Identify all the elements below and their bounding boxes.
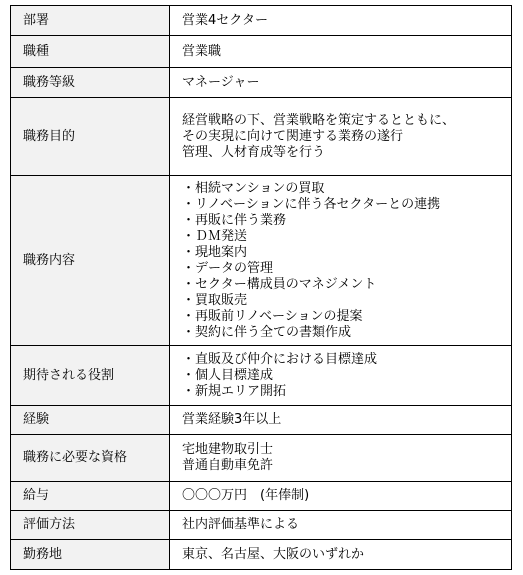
list-item: ・リノベーションに伴う各セクターとの連携	[182, 196, 441, 212]
row-value	[170, 176, 512, 346]
duties-list	[182, 181, 511, 341]
value-line: 東京、名古屋、大阪のいずれか	[182, 546, 365, 562]
list-item: ・新規エリア開拓	[182, 383, 287, 399]
value-line: 社内評価基準による	[182, 517, 300, 532]
list-item: ・ＤＭ発送	[182, 228, 248, 244]
row-label: 評価方法	[11, 511, 170, 540]
list-item: ・データの管理	[182, 260, 274, 276]
table-row-evaluation	[11, 511, 512, 540]
row-label: 職種	[11, 36, 170, 68]
table-row-department	[11, 6, 512, 36]
row-label: 勤務地	[11, 540, 170, 570]
table-row-job-grade	[11, 68, 512, 98]
row-value	[170, 68, 512, 98]
row-label: 期待される役割	[11, 346, 170, 406]
row-value	[170, 435, 512, 482]
list-item: ・セクター構成員のマネジメント	[182, 276, 377, 292]
table-row-expected-role	[11, 346, 512, 406]
table-row-job-type	[11, 36, 512, 68]
role-list	[182, 352, 511, 400]
table-row-salary	[11, 482, 512, 511]
row-label: 職務等級	[11, 68, 170, 98]
table-row-experience	[11, 406, 512, 435]
list-item: ・直販及び仲介における目標達成	[182, 351, 378, 367]
value-line: その実現に向けて関連する業務の遂行	[182, 128, 404, 144]
job-spec-table	[10, 5, 512, 570]
value-line: 営業経験3年以上	[182, 412, 282, 427]
value-line: 営業4セクター	[182, 12, 269, 28]
row-value	[170, 346, 512, 406]
table-row-job-purpose	[11, 98, 512, 176]
row-value	[170, 6, 512, 36]
list-item: ・再販前リノベーションの提案	[182, 308, 363, 324]
value-line: 営業職	[182, 43, 222, 59]
list-item: ・個人目標達成	[182, 367, 274, 383]
row-label: 職務内容	[11, 176, 170, 346]
value-line: 普通自動車免許	[182, 458, 274, 473]
row-value	[170, 511, 512, 540]
value-line: マネージャー	[182, 74, 260, 90]
list-item: ・現地案内	[182, 244, 248, 260]
list-item: ・相続マンションの買取	[182, 180, 325, 196]
row-label: 職務目的	[11, 98, 170, 176]
row-label: 経験	[11, 406, 170, 435]
row-value	[170, 98, 512, 176]
row-value	[170, 540, 512, 570]
row-label: 部署	[11, 6, 170, 36]
row-label: 職務に必要な資格	[11, 435, 170, 482]
value-line: 管理、人材育成等を行う	[182, 144, 326, 160]
value-line: 経営戦略の下、営業戦略を策定するとともに、	[182, 112, 456, 128]
value-line: 宅地建物取引士	[182, 442, 274, 457]
list-item: ・契約に伴う全ての書類作成	[182, 324, 352, 340]
row-label: 給与	[11, 482, 170, 511]
list-item: ・再販に伴う業務	[182, 212, 287, 228]
row-value	[170, 406, 512, 435]
row-value	[170, 36, 512, 68]
value-line: 〇〇〇万円 (年俸制)	[182, 488, 310, 503]
list-item: ・買取販売	[182, 292, 248, 308]
table-row-location	[11, 540, 512, 570]
table-row-qualifications	[11, 435, 512, 482]
table-row-job-duties	[11, 176, 512, 346]
row-value	[170, 482, 512, 511]
